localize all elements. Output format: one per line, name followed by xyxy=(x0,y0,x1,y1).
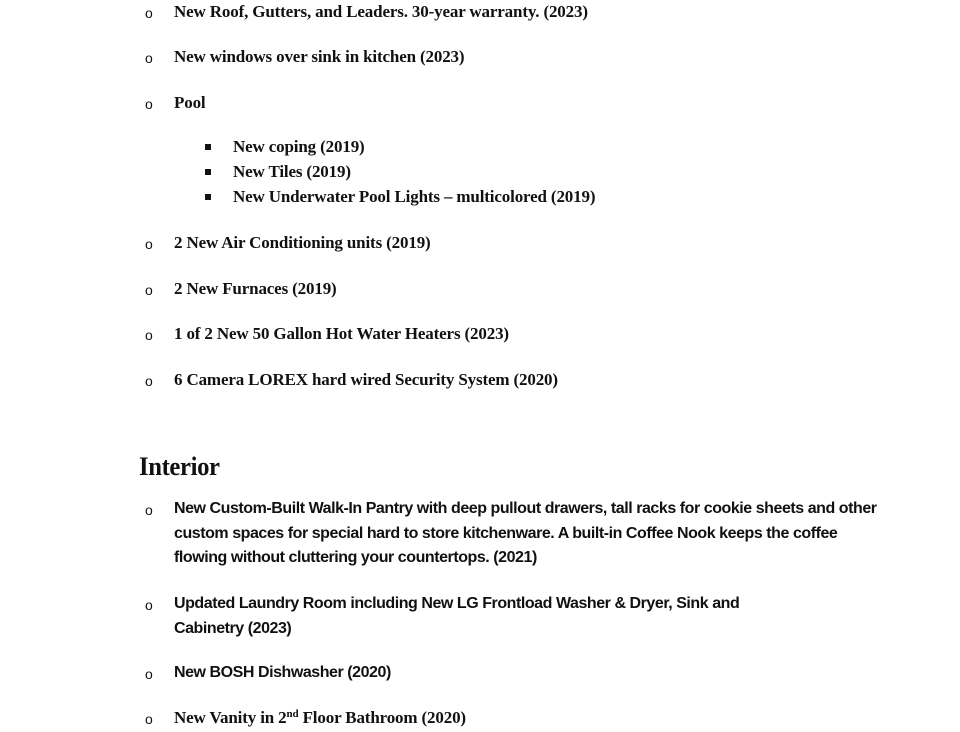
hollow-circle-bullet-icon: o xyxy=(145,666,153,682)
hollow-circle-bullet-icon: o xyxy=(145,96,153,112)
list-item-roof xyxy=(145,0,885,25)
hollow-circle-bullet-icon: o xyxy=(145,373,153,389)
ordinal-superscript: nd xyxy=(286,708,299,720)
hollow-circle-bullet-icon: o xyxy=(145,236,153,252)
hollow-circle-bullet-icon: o xyxy=(145,711,153,727)
list-item-text: Pool xyxy=(174,93,206,112)
list-item-text: New windows over sink in kitchen (2023) xyxy=(174,47,465,66)
list-item-text: New Roof, Gutters, and Leaders. 30-year warranty. (2023) xyxy=(174,2,588,21)
hollow-circle-bullet-icon: o xyxy=(145,50,153,66)
square-bullet-icon xyxy=(205,194,211,200)
vanity-text-before: New Vanity in 2 xyxy=(174,708,287,727)
sublist-item-coping xyxy=(204,135,365,160)
sublist-item-text: New Tiles (2019) xyxy=(233,162,351,181)
hollow-circle-bullet-icon: o xyxy=(145,282,153,298)
list-item-text: 1 of 2 New 50 Gallon Hot Water Heaters (2023) xyxy=(174,324,509,343)
list-item-text: 2 New Air Conditioning units (2019) xyxy=(174,233,431,252)
list-item-laundry-room xyxy=(145,592,885,641)
list-item-text: New BOSH Dishwasher (2020) xyxy=(174,664,391,681)
list-item-text: New Custom-Built Walk-In Pantry with deep pullout drawers, tall racks for cookie sheets and other custom spaces for special hard to store kitchenware. A built-in Coffee Nook keeps the coffee flowing without cluttering your countertops. (2021) xyxy=(174,500,877,566)
list-item-vanity xyxy=(145,706,885,731)
sublist-item-pool-lights xyxy=(204,185,595,210)
list-item-furnaces xyxy=(145,277,885,302)
section-heading-interior: Interior xyxy=(139,452,220,481)
list-item-air-conditioning xyxy=(145,231,885,256)
sublist-item-tiles xyxy=(204,160,351,185)
vanity-text-after: Floor Bathroom (2020) xyxy=(298,708,466,727)
list-item-text: 6 Camera LOREX hard wired Security System (2020) xyxy=(174,370,558,389)
sublist-item-text: New Underwater Pool Lights – multicolored (2019) xyxy=(233,187,596,206)
hollow-circle-bullet-icon: o xyxy=(145,5,153,21)
list-item-pool xyxy=(145,91,885,116)
square-bullet-icon xyxy=(205,169,211,175)
list-item-text: Updated Laundry Room including New LG Frontload Washer & Dryer, Sink and Cabinetry (2023) xyxy=(174,595,740,637)
list-item-windows xyxy=(145,45,885,70)
hollow-circle-bullet-icon: o xyxy=(145,597,153,613)
list-item-pantry xyxy=(145,497,885,571)
sublist-item-text: New coping (2019) xyxy=(233,137,365,156)
square-bullet-icon xyxy=(205,144,211,150)
list-item-text: 2 New Furnaces (2019) xyxy=(174,279,337,298)
list-item-water-heaters xyxy=(145,322,885,347)
list-item-dishwasher xyxy=(145,661,885,686)
list-item-security-system xyxy=(145,368,885,393)
hollow-circle-bullet-icon: o xyxy=(145,502,153,518)
hollow-circle-bullet-icon: o xyxy=(145,327,153,343)
list-item-text xyxy=(174,706,885,731)
